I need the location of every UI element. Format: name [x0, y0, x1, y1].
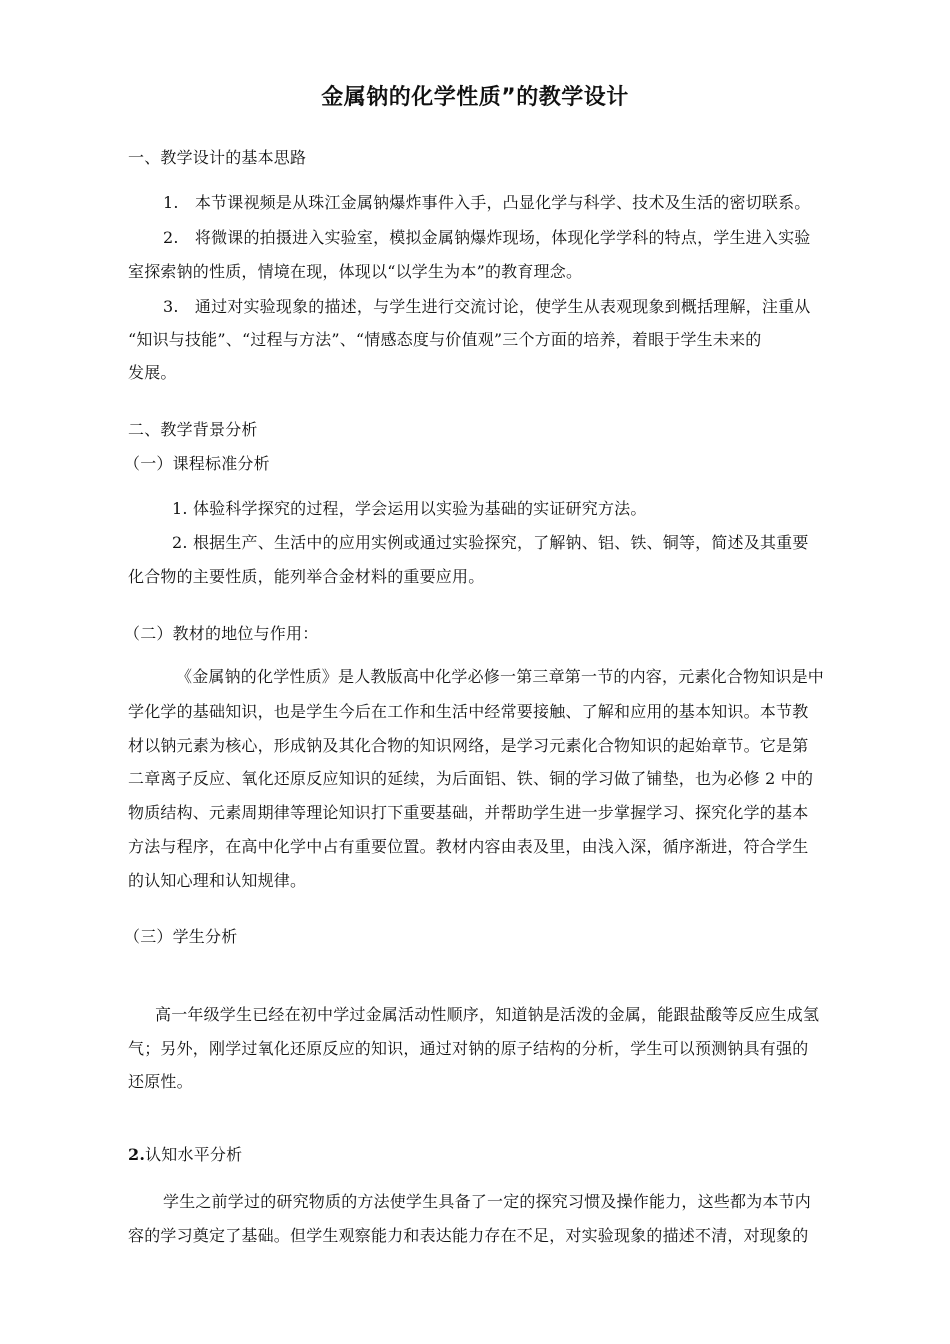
paragraph-line: 还原性。 — [128, 1072, 193, 1091]
heading-text: 认知水平分析 — [145, 1145, 243, 1164]
paragraph-line: 气；另外，刚学过氧化还原反应的知识，通过对钠的原子结构的分析，学生可以预测钠具有强的 — [128, 1039, 809, 1058]
section-heading-background: 二、教学背景分析 — [128, 420, 258, 439]
paragraph-line: 容的学习奠定了基础。但学生观察能力和表达能力存在不足，对实验现象的描述不清，对现象的 — [128, 1226, 809, 1245]
subsection-heading-students: （三）学生分析 — [124, 927, 238, 946]
document-title: 金属钠的化学性质”的教学设计 — [321, 85, 629, 110]
paragraph-line: 方法与程序，在高中化学中占有重要位置。教材内容由表及里，由浅入深，循序渐进，符合学生 — [128, 837, 809, 856]
subsection-heading-textbook: （二）教材的地位与作用： — [124, 624, 319, 643]
paragraph-line: “知识与技能”、“过程与方法”、“情感态度与价值观”三个方面的培养，着眼于学生未来的 — [128, 330, 762, 349]
paragraph-line: 3. 通过对实验现象的描述，与学生进行交流讨论，使学生从表观现象到概括理解，注重从 — [163, 297, 811, 316]
subsection-heading-curriculum: （一）课程标准分析 — [124, 454, 270, 473]
paragraph-line: 高一年级学生已经在初中学过金属活动性顺序，知道钠是活泼的金属，能跟盐酸等反应生成氢 — [155, 1005, 820, 1024]
paragraph-line: 2. 将微课的拍摄进入实验室，模拟金属钠爆炸现场，体现化学学科的特点，学生进入实验 — [163, 228, 811, 247]
paragraph-line: 的认知心理和认知规律。 — [128, 871, 307, 890]
paragraph-line: 学生之前学过的研究物质的方法使学生具备了一定的探究习惯及操作能力，这些都为本节内 — [163, 1192, 812, 1211]
paragraph-line: 发展。 — [128, 363, 177, 382]
heading-number: 2. — [128, 1145, 146, 1164]
paragraph-line: 1. 体验科学探究的过程，学会运用以实验为基础的实证研究方法。 — [172, 499, 647, 518]
paragraph-line: 2. 根据生产、生活中的应用实例或通过实验探究，了解钠、铝、铁、铜等，简述及其重要 — [172, 533, 809, 552]
paragraph-line: 物质结构、元素周期律等理论知识打下重要基础，并帮助学生进一步掌握学习、探究化学的基本 — [128, 803, 809, 822]
paragraph-line: 二章离子反应、氧化还原反应知识的延续，为后面铝、铁、铜的学习做了铺垫，也为必修 2 中的 — [128, 769, 814, 788]
paragraph-line: 化合物的主要性质，能列举合金材料的重要应用。 — [128, 567, 485, 586]
paragraph-line: 《金属钠的化学性质》是人教版高中化学必修一第三章第一节的内容，元素化合物知识是中 — [176, 667, 825, 686]
paragraph-line: 材以钠元素为核心，形成钠及其化合物的知识网络，是学习元素化合物知识的起始章节。它是第 — [128, 736, 809, 755]
paragraph-line: 学化学的基础知识，也是学生今后在工作和生活中经常要接触、了解和应用的基本知识。本节教 — [128, 702, 809, 721]
paragraph-line: 室探索钠的性质，情境在现，体现以“以学生为本”的教育理念。 — [128, 262, 583, 281]
subsection-heading-cognitive — [128, 1145, 898, 1165]
paragraph-line: 1. 本节课视频是从珠江金属钠爆炸事件入手，凸显化学与科学、技术及生活的密切联系。 — [163, 193, 811, 212]
section-heading-basic-ideas: 一、教学设计的基本思路 — [128, 148, 307, 167]
